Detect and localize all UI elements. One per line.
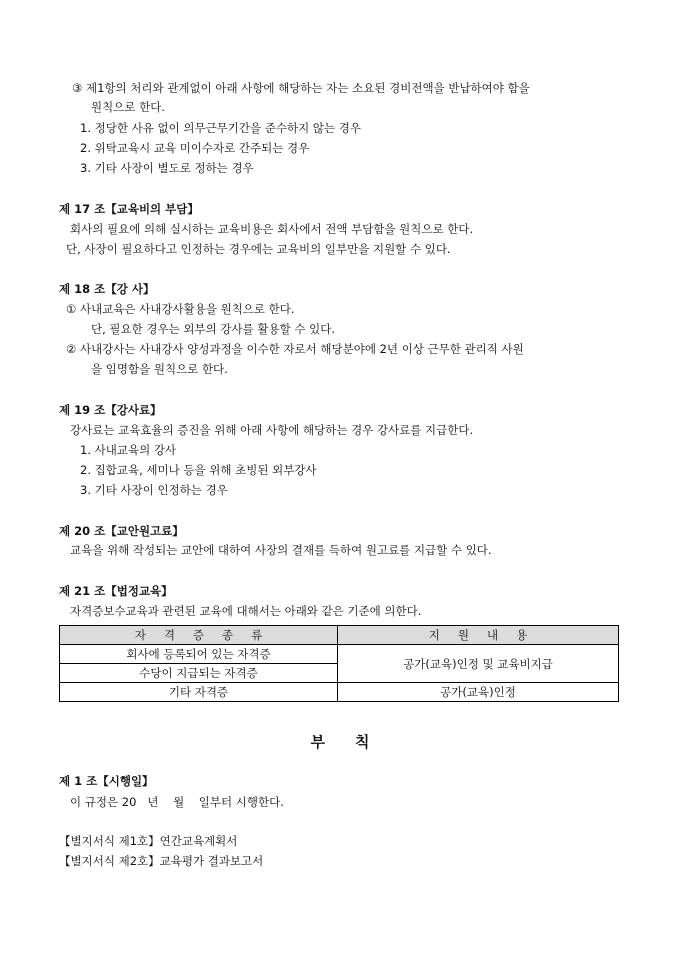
article-17-line-2: 단, 사장이 필요하다고 인정하는 경우에는 교육비의 일부만을 지원할 수 있다.: [66, 242, 451, 256]
article-19-intro: 강사료는 교육효율의 증진을 위해 아래 사항에 해당하는 경우 강사료를 지급한다.: [70, 423, 474, 437]
table-row: [60, 645, 619, 664]
article-16-paragraph-3-line1: ③ 제1항의 처리와 관계없이 아래 사항에 해당하는 자는 소요된 경비전액을 반납하여야 함을: [72, 81, 530, 95]
table-header-support-content: 지원내용: [338, 626, 619, 645]
article-19-item-2: 2. 집합교육, 세미나 등을 위해 초빙된 외부강사: [80, 463, 317, 477]
certificate-table: [59, 625, 619, 702]
article-19-item-3: 3. 기타 사장이 인정하는 경우: [80, 483, 228, 497]
article-17-line-1: 회사의 필요에 의해 실시하는 교육비용은 회사에서 전액 부담함을 원칙으로 한다.: [70, 222, 474, 236]
appendix-article-1-line: 이 규정은 20 년 월 일부터 시행한다.: [70, 795, 284, 809]
article-17-heading: 제 17 조【교육비의 부담】: [59, 202, 199, 216]
table-header-row: [60, 626, 619, 645]
table-cell-certificate: 수당이 지급되는 자격증: [60, 664, 338, 683]
article-18-heading: 제 18 조【강 사】: [59, 282, 155, 296]
article-16-item-3: 3. 기타 사장이 별도로 정하는 경우: [80, 161, 254, 175]
article-20-line: 교육을 위해 작성되는 교안에 대하여 사장의 결재를 득하여 원고료를 지급할 수 있다.: [70, 543, 492, 557]
article-21-heading: 제 21 조【법정교육】: [59, 584, 173, 598]
table-cell-certificate: 기타 자격증: [60, 683, 338, 702]
appendix-article-1-heading: 제 1 조【시행일】: [59, 774, 154, 788]
table-cell-support: 공가(교육)인정: [338, 683, 619, 702]
article-18-paragraph-2-line1: ② 사내강사는 사내강사 양성과정을 이수한 자로서 해당분야에 2년 이상 근무한 관리직 사원: [66, 342, 524, 356]
article-16-item-1: 1. 정당한 사유 없이 의무근무기간을 준수하지 않는 경우: [80, 121, 361, 135]
article-18-paragraph-2-line2: 을 임명함을 원칙으로 한다.: [91, 362, 228, 376]
article-16-item-2: 2. 위탁교육시 교육 미이수자로 간주되는 경우: [80, 141, 310, 155]
article-21-intro: 자격증보수교육과 관련된 교육에 대해서는 아래와 같은 기준에 의한다.: [70, 604, 422, 618]
table-row: [60, 683, 619, 702]
table-cell-support: 공가(교육)인정 및 교육비지급: [338, 645, 619, 683]
appendix-title: 부칙: [310, 733, 400, 751]
article-19-heading: 제 19 조【강사료】: [59, 403, 162, 417]
attached-form-2: 【별지서식 제2호】교육평가 결과보고서: [59, 854, 264, 868]
article-20-heading: 제 20 조【교안원고료】: [59, 524, 184, 538]
article-16-paragraph-3-line2: 원칙으로 한다.: [91, 100, 165, 114]
article-18-paragraph-1: ① 사내교육은 사내강사활용을 원칙으로 한다.: [66, 302, 295, 316]
table-header-certificate-type: 자격증종류: [60, 626, 338, 645]
article-19-item-1: 1. 사내교육의 강사: [80, 443, 177, 457]
table-cell-certificate: 회사에 등록되어 있는 자격증: [60, 645, 338, 664]
attached-form-1: 【별지서식 제1호】연간교육계획서: [59, 834, 238, 848]
article-18-paragraph-1b: 단, 필요한 경우는 외부의 강사를 활용할 수 있다.: [91, 322, 335, 336]
